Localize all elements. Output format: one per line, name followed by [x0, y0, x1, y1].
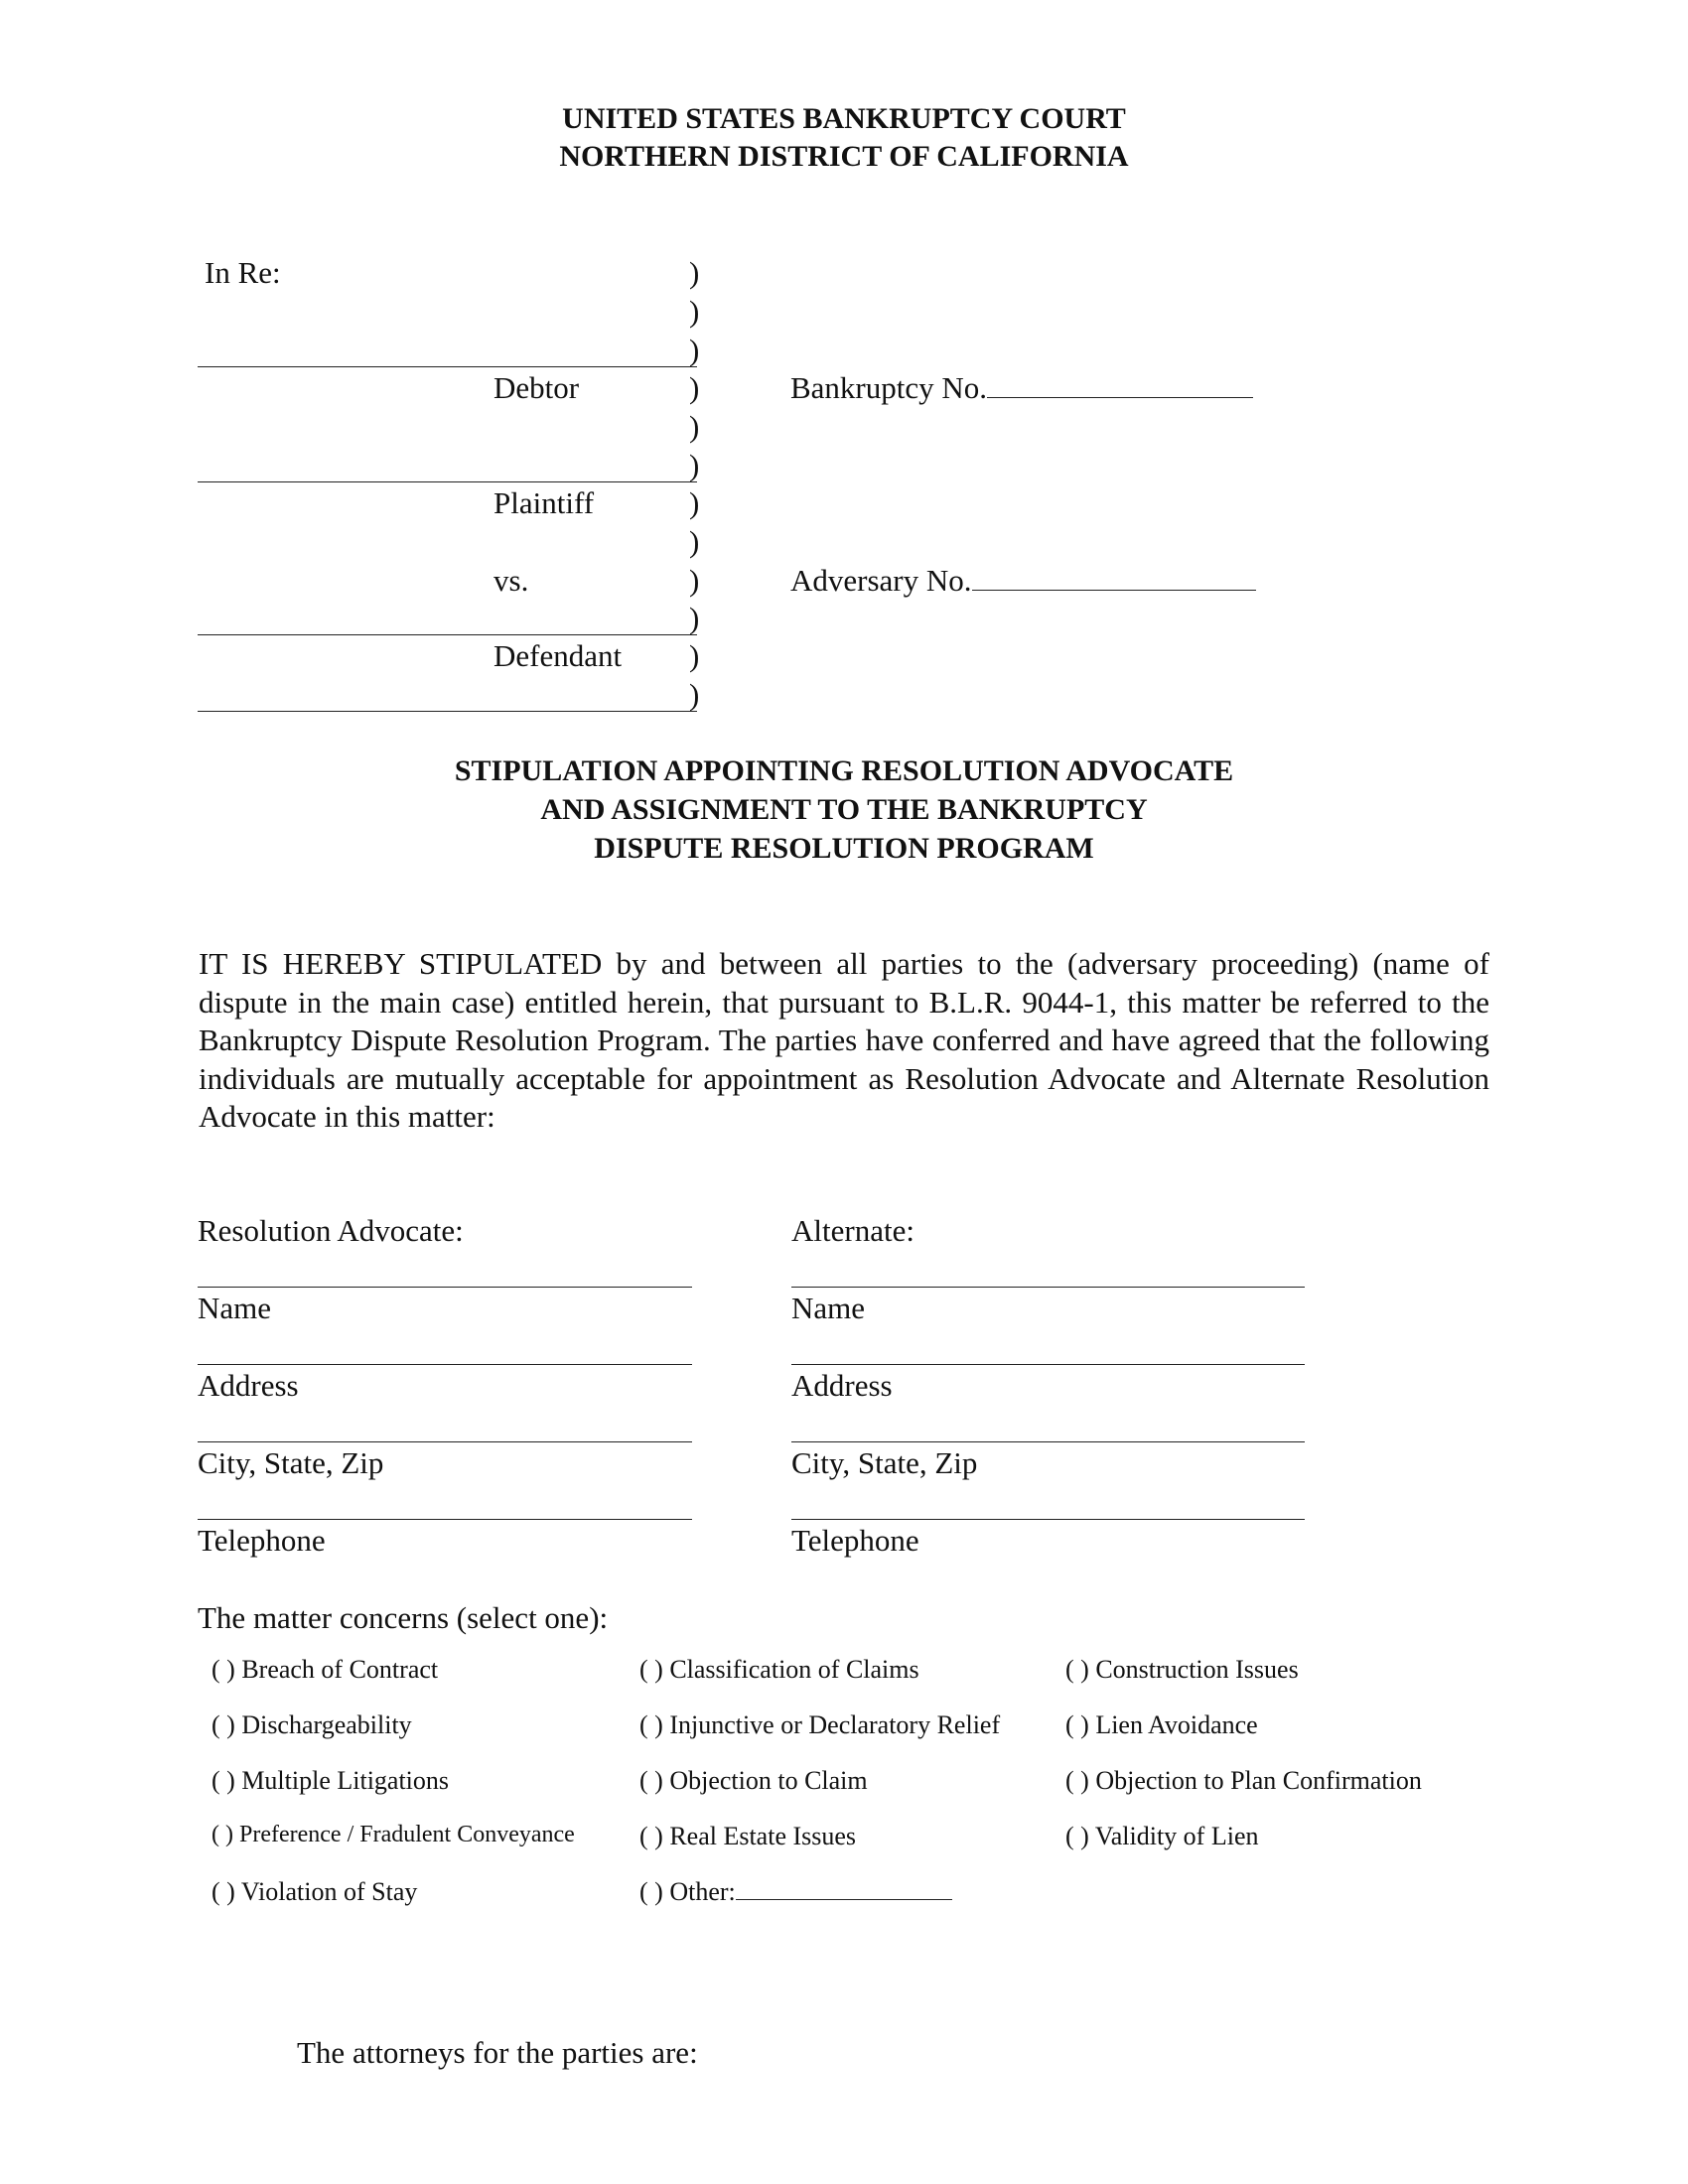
alternate-name-label: Name	[791, 1291, 866, 1325]
alternate-address-line[interactable]	[791, 1364, 1305, 1365]
option-injunctive-relief[interactable]: ( ) Injunctive or Declaratory Relief	[639, 1710, 1001, 1739]
advocate-city-label: City, State, Zip	[198, 1445, 384, 1480]
alternate-city-label: City, State, Zip	[791, 1445, 978, 1480]
option-objection-to-plan[interactable]: ( ) Objection to Plan Confirmation	[1065, 1766, 1422, 1795]
attorneys-heading: The attorneys for the parties are:	[297, 2035, 698, 2070]
adversary-number-field	[790, 563, 1256, 599]
bankruptcy-number-blank[interactable]	[987, 373, 1253, 398]
advocate-telephone-label: Telephone	[198, 1523, 326, 1558]
advocate-address-label: Address	[198, 1368, 299, 1403]
caption-paren: )	[689, 677, 700, 712]
alternate-telephone-line[interactable]	[791, 1519, 1305, 1520]
option-preference-conveyance[interactable]: ( ) Preference / Fradulent Conveyance	[211, 1822, 575, 1847]
option-lien-avoidance[interactable]: ( ) Lien Avoidance	[1065, 1710, 1258, 1739]
option-validity-of-lien[interactable]: ( ) Validity of Lien	[1065, 1822, 1259, 1850]
alternate-name-line[interactable]	[791, 1287, 1305, 1288]
court-district: NORTHERN DISTRICT OF CALIFORNIA	[559, 140, 1129, 173]
debtor-label: Debtor	[493, 370, 580, 405]
option-classification-of-claims[interactable]: ( ) Classification of Claims	[639, 1655, 919, 1684]
plaintiff-name-line[interactable]	[198, 481, 697, 482]
caption-paren: )	[689, 409, 700, 444]
debtor-name-line[interactable]	[198, 366, 697, 367]
option-multiple-litigations[interactable]: ( ) Multiple Litigations	[211, 1766, 450, 1795]
caption-paren: )	[689, 370, 700, 405]
bankruptcy-number-label: Bankruptcy No.	[790, 370, 988, 405]
caption-paren: )	[689, 255, 700, 290]
advocate-name-label: Name	[198, 1291, 272, 1325]
option-dischargeability[interactable]: ( ) Dischargeability	[211, 1710, 412, 1739]
advocate-city-line[interactable]	[198, 1441, 692, 1442]
option-violation-of-stay[interactable]: ( ) Violation of Stay	[211, 1877, 418, 1906]
caption-paren: )	[689, 294, 700, 329]
option-other[interactable]: ( ) Other:	[639, 1877, 736, 1906]
plaintiff-label: Plaintiff	[493, 485, 595, 520]
alternate-city-line[interactable]	[791, 1441, 1305, 1442]
advocate-heading: Resolution Advocate:	[198, 1213, 464, 1248]
in-re-label: In Re:	[205, 255, 281, 290]
defendant-name-line[interactable]	[198, 634, 697, 635]
bankruptcy-number-field	[790, 370, 1253, 406]
caption-paren: )	[689, 638, 700, 673]
option-other-field	[639, 1877, 952, 1907]
defendant-label: Defendant	[493, 638, 623, 673]
alternate-address-label: Address	[791, 1368, 893, 1403]
alternate-telephone-label: Telephone	[791, 1523, 919, 1558]
caption-bottom-line	[198, 711, 697, 712]
versus-label: vs.	[493, 563, 529, 598]
court-name: UNITED STATES BANKRUPTCY COURT	[562, 102, 1126, 135]
caption-paren: )	[689, 524, 700, 559]
option-construction-issues[interactable]: ( ) Construction Issues	[1065, 1655, 1299, 1684]
advocate-address-line[interactable]	[198, 1364, 692, 1365]
option-objection-to-claim[interactable]: ( ) Objection to Claim	[639, 1766, 868, 1795]
caption-paren: )	[689, 601, 700, 635]
caption-paren: )	[689, 448, 700, 482]
stipulation-paragraph: IT IS HEREBY STIPULATED by and between all parties to the (adversary proceeding) (name of dispute in the main case) entitled herein, that pursuant to B.L.R. 9044-1, this matter be referred to the Bankruptcy Dispute Resolution Program. The parties have conferred and have agreed that the following individuals are mutually acceptable for appointment as Resolution Advocate and Alternate Resolution Advocate in this matter:	[199, 946, 1489, 1134]
document-title-line3: DISPUTE RESOLUTION PROGRAM	[594, 832, 1094, 865]
advocate-telephone-line[interactable]	[198, 1519, 692, 1520]
caption-paren: )	[689, 333, 700, 367]
alternate-heading: Alternate:	[791, 1213, 914, 1248]
caption-paren: )	[689, 485, 700, 520]
adversary-number-blank[interactable]	[972, 566, 1256, 591]
document-title-line2: AND ASSIGNMENT TO THE BANKRUPTCY	[540, 793, 1148, 826]
option-breach-of-contract[interactable]: ( ) Breach of Contract	[211, 1655, 439, 1684]
option-other-blank[interactable]	[736, 1877, 952, 1900]
document-title-line1: STIPULATION APPOINTING RESOLUTION ADVOCATE	[454, 754, 1234, 787]
advocate-name-line[interactable]	[198, 1287, 692, 1288]
matter-heading: The matter concerns (select one):	[198, 1600, 609, 1635]
option-real-estate-issues[interactable]: ( ) Real Estate Issues	[639, 1822, 857, 1850]
adversary-number-label: Adversary No.	[790, 563, 972, 598]
caption-paren: )	[689, 563, 700, 598]
